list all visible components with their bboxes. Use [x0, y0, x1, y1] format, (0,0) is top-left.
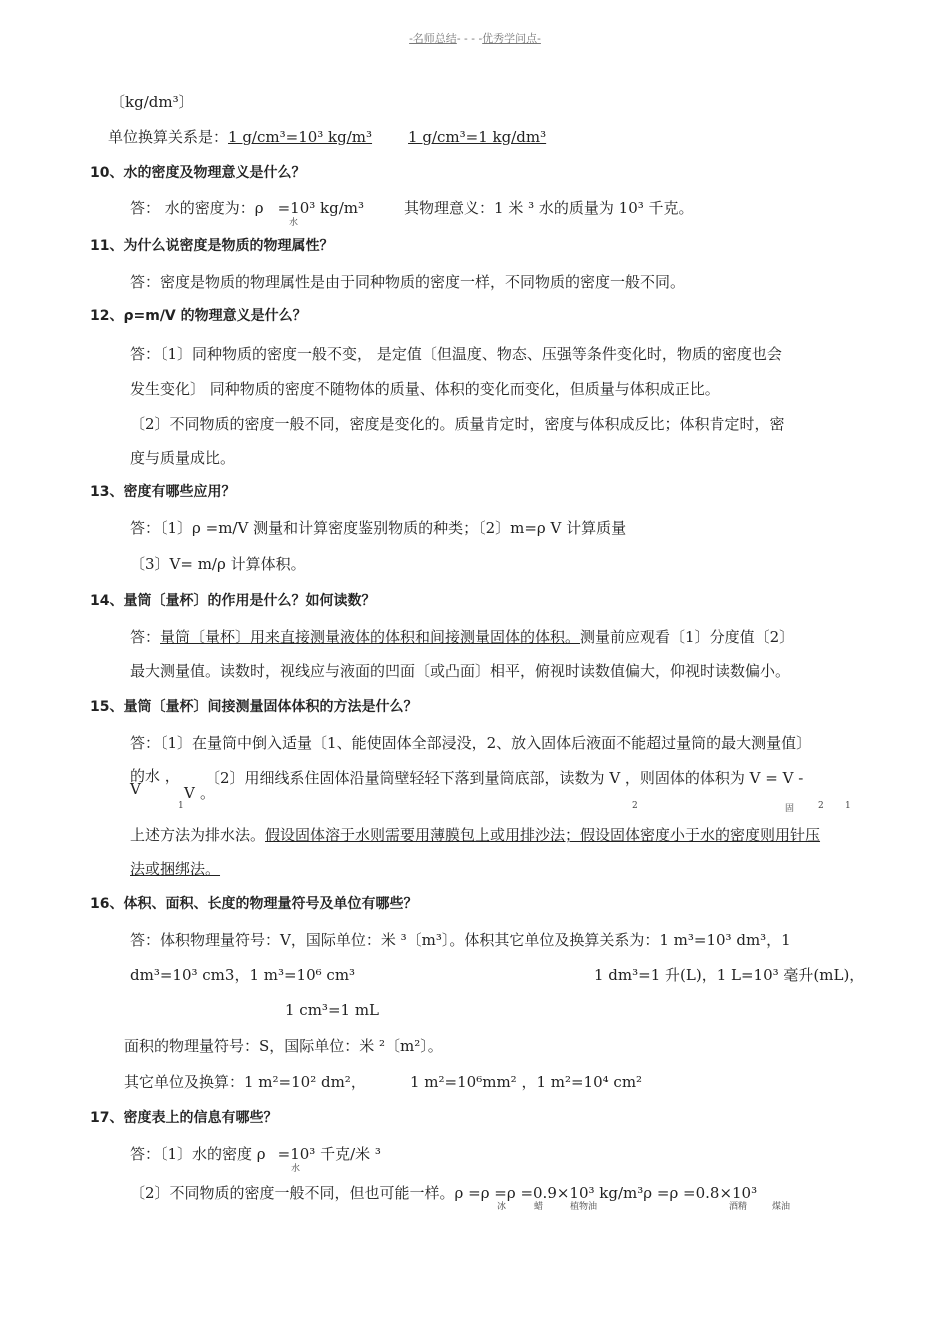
answer-15-method: 上述方法为排水法。 [130, 826, 266, 844]
answer-14-line-1 [130, 627, 794, 647]
answer-17-part-2: =10³ 千克/米 ³ [277, 1145, 381, 1163]
answer-15-line-1: 答：〔1〕在量筒中倒入适量〔1、能使固体全部浸没，2、放入固体后液面不能超过量筒的最大测量值〕 [130, 734, 812, 752]
answer-12-line-4: 度与质量成比。 [130, 449, 236, 467]
conversion-formula-1: 1 g/cm³=10³ kg/m³ [228, 128, 373, 146]
subscript-2: 2 [632, 801, 638, 811]
question-15: 15、量筒〔量杯〕间接测量固体体积的方法是什么？ [90, 699, 418, 715]
answer-15-underlined-2: 法或捆绑法。 [130, 860, 221, 878]
question-13: 13、密度有哪些应用？ [90, 484, 236, 500]
answer-17-part-1: 答：〔1〕水的密度 ρ [130, 1145, 266, 1163]
subscript-water-2: 水 [291, 1164, 301, 1174]
answer-14-underlined: 量筒〔量杯〕用来直接测量液体的体积和间接测量固体的体积。 [160, 628, 581, 646]
answer-15-underlined-1: 假设固体溶于水则需要用薄膜包上或用排沙法；假设固体密度小于水的密度则用针压 [265, 826, 821, 844]
page-header [0, 30, 950, 46]
answer-15-period: 。 [200, 784, 216, 802]
answer-15-line-2: 〔2〕用细线系住固体沿量筒壁轻轻下落到量筒底部，读数为 V ，则固体的体积为 V = V - [205, 769, 804, 787]
subscript-vegetable-oil: 植物油 [570, 1202, 598, 1212]
answer-12-line-3: 〔2〕不同物质的密度一般不同，密度是变化的。质量肯定时，密度与体积成反比；体积肯定时，密 [130, 415, 785, 433]
answer-14-prefix: 答： [130, 628, 161, 646]
answer-15-water: 的水 ， [130, 767, 180, 785]
subscript-ice: 冰 [497, 1202, 507, 1212]
subscript-water-1: 水 [289, 218, 299, 228]
answer-12-line-2: 发生变化〕 同种物质的密度不随物体的质量、体积的变化而变化，但质量与体积成正比。 [130, 380, 720, 398]
subscript-wax: 蜡 [534, 1202, 544, 1212]
subscript-alcohol: 酒精 [729, 1202, 748, 1212]
header-separator: - - - - [456, 32, 483, 45]
answer-16-line-2b: 1 dm³=1 升(L)，1 L=10³ 毫升(mL)， [594, 966, 865, 984]
answer-16-line-1: 答：体积物理量符号：V，国际单位：米 ³〔m³〕。体积其它单位及换算关系为：1 m³=10³ dm³，1 [130, 931, 791, 949]
conversion-label: 单位换算关系是： [108, 128, 229, 146]
answer-16-line-2a: dm³=10³ cm3，1 m³=10⁶ cm³ [130, 966, 356, 984]
question-14: 14、量筒〔量杯〕的作用是什么？如何读数？ [90, 593, 376, 609]
answer-16-line-5a: 其它单位及换算：1 m²=10² dm²， [124, 1073, 366, 1091]
conversion-formula-2: 1 g/cm³=1 kg/dm³ [408, 128, 547, 146]
question-10: 10、水的密度及物理意义是什么？ [90, 165, 306, 181]
answer-16-line-5b: 1 m²=10⁶mm² ，1 m²=10⁴ cm² [410, 1073, 643, 1091]
subscript-2b: 2 [818, 801, 824, 811]
header-left: -名师总结 [409, 32, 457, 45]
answer-14-rest: 测量前应观看〔1〕分度值〔2〕 [580, 628, 795, 646]
answer-15-line-3 [130, 825, 820, 845]
answer-14-line-2: 最大测量值。读数时，视线应与液面的凹面〔或凸面〕相平，俯视时读数值偏大，仰视时读数偏小。 [130, 662, 791, 680]
answer-15-v1: V [130, 780, 141, 798]
question-11: 11、为什么说密度是物质的物理属性？ [90, 238, 334, 254]
answer-16-line-3: 1 cm³=1 mL [285, 1001, 380, 1019]
answer-15-v-stack: V [184, 784, 195, 802]
unit-line: 〔kg/dm³〕 [110, 93, 194, 111]
question-17: 17、密度表上的信息有哪些？ [90, 1110, 278, 1126]
subscript-solid: 固 [785, 804, 795, 814]
header-right: 优秀学问点- [482, 32, 541, 45]
subscript-1a: 1 [178, 801, 184, 811]
answer-16-line-4: 面积的物理量符号：S，国际单位：米 ²〔m²〕。 [124, 1037, 443, 1055]
conversion-line [108, 127, 546, 147]
subscript-1b: 1 [845, 801, 851, 811]
answer-11: 答：密度是物质的物理属性是由于同种物质的密度一样，不同物质的密度一般不同。 [130, 273, 686, 291]
answer-10 [130, 198, 694, 218]
answer-17-line-2: 〔2〕不同物质的密度一般不同，但也可能一样。ρ =ρ =ρ =0.9×10³ kg/m³ρ =ρ =0.8×10³ [130, 1184, 758, 1202]
answer-17-line-1 [130, 1144, 381, 1164]
answer-10-part-1: 答： 水的密度为：ρ [130, 199, 264, 217]
answer-13-line-2: 〔3〕V= m/ρ 计算体积。 [130, 555, 306, 573]
answer-10-part-2: =10³ kg/m³ [277, 199, 365, 217]
answer-10-part-3: 其物理意义：1 米 ³ 水的质量为 10³ 千克。 [404, 199, 694, 217]
answer-12-line-1: 答：〔1〕同种物质的密度一般不变， 是定值〔但温度、物态、压强等条件变化时，物质的密度也会 [130, 345, 782, 363]
answer-13-line-1: 答：〔1〕ρ =m/V 测量和计算密度鉴别物质的种类；〔2〕m=ρ V 计算质量 [130, 519, 627, 537]
question-16: 16、体积、面积、长度的物理量符号及单位有哪些？ [90, 896, 418, 912]
subscript-kerosene: 煤油 [772, 1202, 791, 1212]
question-12: 12、ρ=m/V 的物理意义是什么？ [90, 308, 307, 324]
